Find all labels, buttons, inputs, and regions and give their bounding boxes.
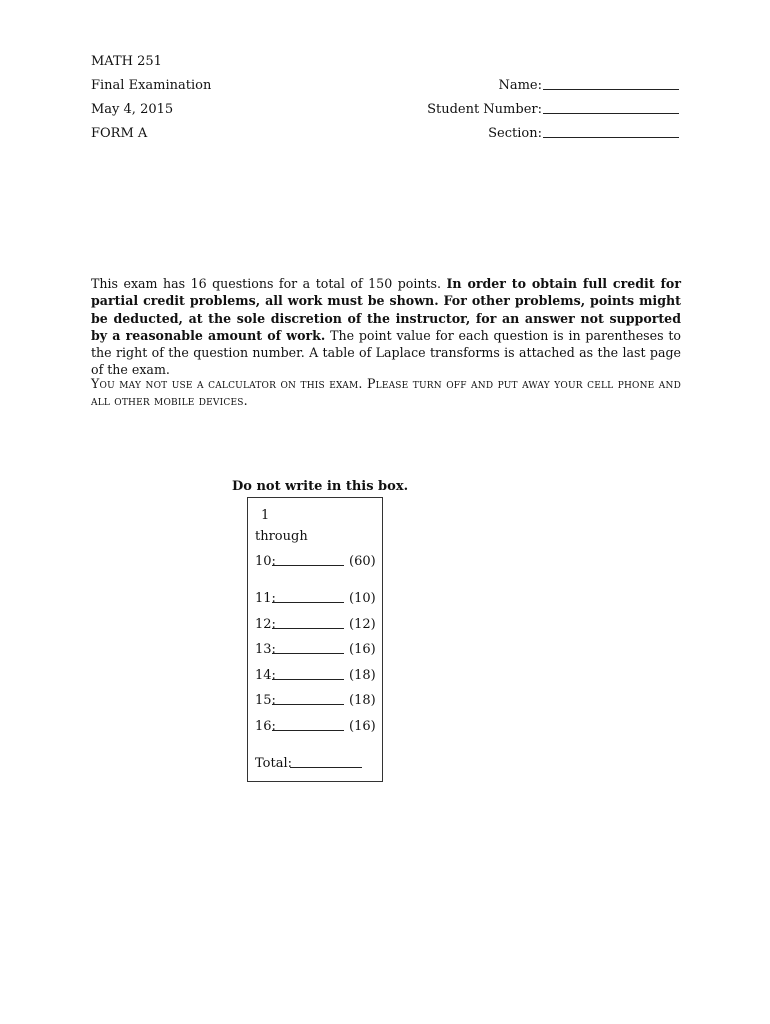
calculator-notice: You may not use a calculator on this exam. Please turn off and put away your cell phone and all other mobile devices.	[91, 376, 681, 409]
section-label: Section:	[488, 126, 542, 141]
score-row-label: 10:	[255, 554, 276, 569]
score-row-label: 16:	[255, 719, 276, 734]
instructions-paragraph	[91, 275, 681, 379]
score-row-first-a: 1	[261, 508, 270, 523]
score-row-points: (60)	[349, 554, 376, 569]
instructions-intro: This exam has 16 questions for a total of 150 points.	[91, 276, 442, 291]
score-blank[interactable]	[272, 628, 344, 629]
score-row-first-b: through	[255, 529, 308, 544]
score-row-points: (16)	[349, 642, 376, 657]
exam-date: May 4, 2015	[91, 102, 174, 117]
name-blank[interactable]	[543, 89, 679, 90]
score-row-label: 11:	[255, 591, 276, 606]
score-row-points: (10)	[349, 591, 376, 606]
score-row-label: 13:	[255, 642, 276, 657]
section-blank[interactable]	[543, 137, 679, 138]
student-number-label: Student Number:	[427, 102, 542, 117]
score-row-points: (18)	[349, 693, 376, 708]
score-row-points: (18)	[349, 668, 376, 683]
score-row-label: 12:	[255, 617, 276, 632]
score-blank[interactable]	[272, 679, 344, 680]
score-row-points: (12)	[349, 617, 376, 632]
exam-title: Final Examination	[91, 78, 212, 93]
name-label: Name:	[498, 78, 542, 93]
score-blank[interactable]	[272, 653, 344, 654]
total-blank[interactable]	[290, 767, 362, 768]
score-blank[interactable]	[272, 565, 344, 566]
exam-form: FORM A	[91, 126, 148, 141]
instructions-rest: The point value for each question is in parentheses to the right of the question number. A table of Laplace transforms is attached as the last page of the exam.	[91, 327, 681, 378]
score-row-points: (16)	[349, 719, 376, 734]
score-row-label: 15:	[255, 693, 276, 708]
score-box-title: Do not write in this box.	[232, 479, 409, 494]
score-row-label: 14:	[255, 668, 276, 683]
total-label: Total:	[255, 756, 293, 771]
score-blank[interactable]	[272, 730, 344, 731]
instructions-bold: In order to obtain full credit for partial credit problems, all work must be shown. For other problems, points might be deducted, at the sole discretion of the instructor, for an answer not supported by a reasonable amount of work.	[91, 276, 681, 343]
course-title: MATH 251	[91, 54, 162, 69]
score-blank[interactable]	[272, 704, 344, 705]
student-number-blank[interactable]	[543, 113, 679, 114]
score-blank[interactable]	[272, 602, 344, 603]
